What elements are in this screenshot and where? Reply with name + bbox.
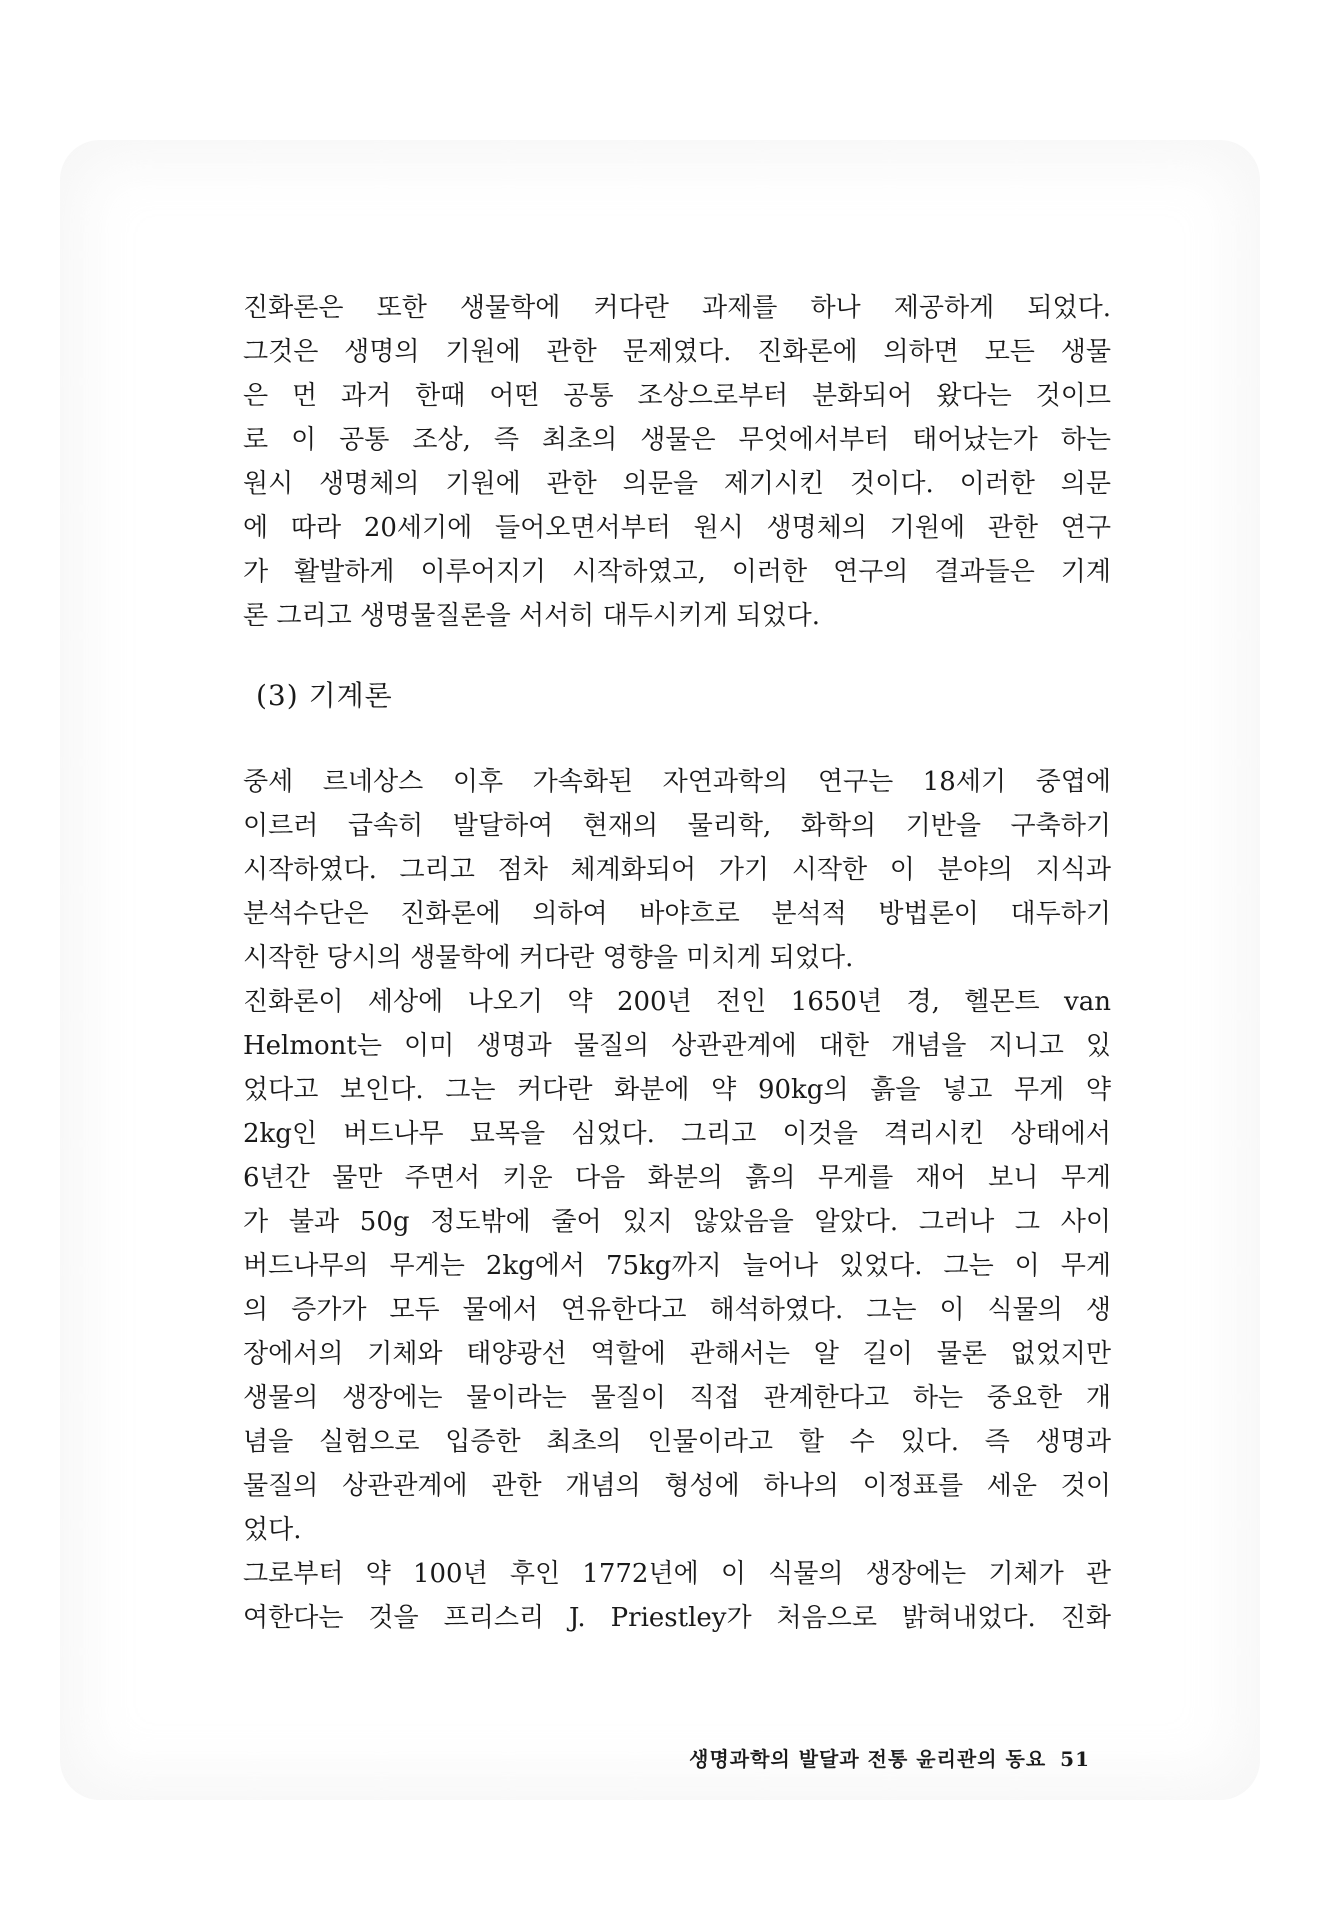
text-line: 은 먼 과거 한때 어떤 공통 조상으로부터 분화되어 왔다는 것이므 (243, 381, 1111, 411)
text-line: 로 이 공통 조상, 즉 최초의 생물은 무엇에서부터 태어났는가 하는 (243, 425, 1111, 455)
text-line: 가 활발하게 이루어지기 시작하였고, 이러한 연구의 결과들은 기계 (243, 557, 1111, 587)
text-line: 생물의 생장에는 물이라는 물질이 직접 관계한다고 하는 중요한 개 (243, 1383, 1111, 1413)
text-line: 중세 르네상스 이후 가속화된 자연과학의 연구는 18세기 중엽에 (243, 767, 1111, 797)
text-line: 론 그리고 생명물질론을 서서히 대두시키게 되었다. (243, 601, 821, 631)
text-line: 물질의 상관관계에 관한 개념의 형성에 하나의 이정표를 세운 것이 (243, 1471, 1111, 1501)
text-line: 진화론이 세상에 나오기 약 200년 전인 1650년 경, 헬몬트 van (243, 987, 1111, 1017)
page-number: 51 (1060, 1747, 1090, 1771)
text-line: 버드나무의 무게는 2kg에서 75kg까지 늘어나 있었다. 그는 이 무게 (243, 1251, 1111, 1281)
text-line: 원시 생명체의 기원에 관한 의문을 제기시킨 것이다. 이러한 의문 (243, 469, 1111, 499)
text-line: 2kg인 버드나무 묘목을 심었다. 그리고 이것을 격리시킨 상태에서 (243, 1119, 1111, 1149)
text-line: 여한다는 것을 프리스리 J. Priestley가 처음으로 밝혀내었다. 진화 (243, 1603, 1111, 1633)
text-line: 그로부터 약 100년 후인 1772년에 이 식물의 생장에는 기체가 관 (243, 1559, 1111, 1589)
body-paragraphs (243, 760, 1111, 1640)
running-title: 생명과학의 발달과 전통 윤리관의 동요 (689, 1747, 1047, 1771)
text-line: 그것은 생명의 기원에 관한 문제였다. 진화론에 의하면 모든 생물 (243, 337, 1111, 367)
text-line: 시작한 당시의 생물학에 커다란 영향을 미치게 되었다. (243, 943, 854, 973)
text-line: 었다. (243, 1515, 302, 1545)
text-line: 에 따라 20세기에 들어오면서부터 원시 생명체의 기원에 관한 연구 (243, 513, 1111, 543)
text-line: 가 불과 50g 정도밖에 줄어 있지 않았음을 알았다. 그러나 그 사이 (243, 1207, 1111, 1237)
text-line: 념을 실험으로 입증한 최초의 인물이라고 할 수 있다. 즉 생명과 (243, 1427, 1111, 1457)
intro-paragraph (243, 286, 1111, 638)
text-line: Helmont는 이미 생명과 물질의 상관관계에 대한 개념을 지니고 있 (243, 1031, 1111, 1061)
text-line: 분석수단은 진화론에 의하여 바야흐로 분석적 방법론이 대두하기 (243, 899, 1111, 929)
text-line: 의 증가가 모두 물에서 연유한다고 해석하였다. 그는 이 식물의 생 (243, 1295, 1111, 1325)
text-line: 었다고 보인다. 그는 커다란 화분에 약 90kg의 흙을 넣고 무게 약 (243, 1075, 1111, 1105)
page-footer (689, 1744, 1090, 1774)
text-line: 이르러 급속히 발달하여 현재의 물리학, 화학의 기반을 구축하기 (243, 811, 1111, 841)
text-line: 진화론은 또한 생물학에 커다란 과제를 하나 제공하게 되었다. (243, 293, 1111, 323)
text-line: 6년간 물만 주면서 키운 다음 화분의 흙의 무게를 재어 보니 무게 (243, 1163, 1111, 1193)
text-line: 장에서의 기체와 태양광선 역할에 관해서는 알 길이 물론 없었지만 (243, 1339, 1111, 1369)
text-line: 시작하였다. 그리고 점차 체계화되어 가기 시작한 이 분야의 지식과 (243, 855, 1111, 885)
section-heading: (3) 기계론 (256, 679, 393, 712)
